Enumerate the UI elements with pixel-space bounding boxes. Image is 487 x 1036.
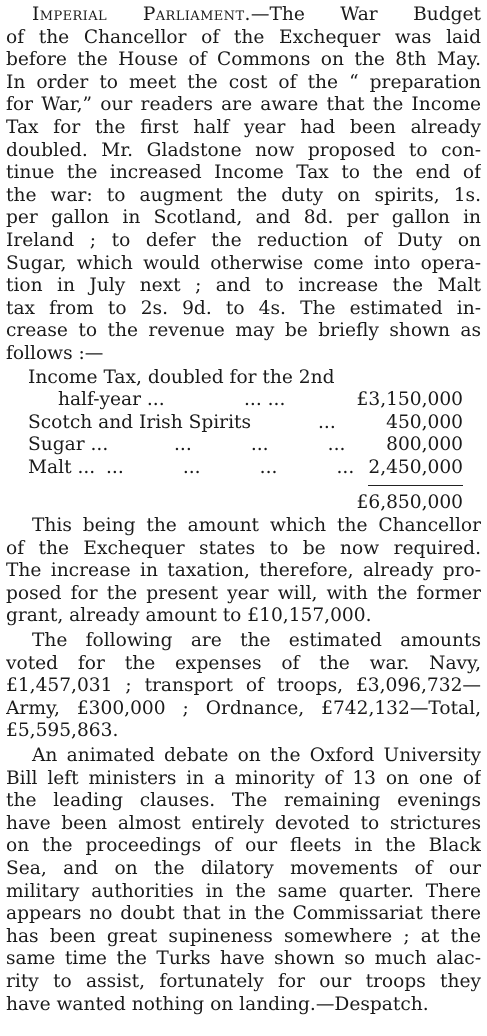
revenue-table [6, 367, 481, 516]
paragraph-line: Bill left ministers in a minority of 13 on one of [6, 767, 481, 789]
paragraph-line: The increase in taxation, therefore, already pro- [6, 560, 481, 582]
table-row-amount: £3,150,000 [356, 389, 463, 411]
table-row-leader-dots: ... ... [244, 389, 286, 411]
paragraph-line: appears no doubt that in the Commissariat there [6, 903, 481, 925]
paragraph-line: Tax for the first half year had been already [6, 116, 481, 138]
paragraph-line: has been great supineness somewhere ; at the [6, 925, 481, 947]
paragraph-line: the war: to augment the duty on spirits, 1s. [6, 184, 481, 206]
paragraph-line: of the Chancellor of the Exchequer was laid [6, 26, 481, 48]
paragraph-oxford-debate [6, 745, 481, 1016]
paragraph-line: Ireland ; to defer the reduction of Duty on [6, 229, 481, 251]
paragraph-line: In order to meet the cost of the “ preparation [6, 71, 481, 93]
paragraph-line: grant, already amount to £10,157,000. [6, 605, 372, 627]
table-row [6, 367, 481, 390]
table-row [6, 412, 481, 435]
table-row [6, 389, 481, 412]
table-total-row [6, 492, 481, 515]
table-row-amount: 450,000 [386, 411, 463, 433]
table-row-label: Scotch and Irish Spirits [28, 411, 252, 433]
table-row-label: Income Tax, doubled for the 2nd [28, 366, 335, 388]
table-row [6, 457, 481, 480]
paragraph-war-budget [6, 4, 481, 366]
paragraph-line: on the proceedings of our fleets in the Black [6, 835, 481, 857]
total-rule [368, 485, 463, 486]
paragraph-line: Sea, and on the dilatory movements of our [6, 857, 481, 879]
paragraph-line: military authorities in the same quarter. There [6, 880, 481, 902]
table-row-label: Sugar ... [28, 434, 109, 456]
table-row-leader-dots: ... ... ... ... [106, 456, 355, 478]
paragraph-line: tion in July next ; and to increase the Malt [6, 275, 481, 297]
paragraph-line: The following are the estimated amounts [32, 630, 481, 652]
paragraph-line: £1,457,031 ; transport of troops, £3,096,732— [6, 675, 481, 697]
table-row-leader-dots: ... ... ... [174, 434, 346, 456]
paragraph-line: have wanted nothing on landing.—Despatch. [6, 993, 429, 1015]
paragraph-line: doubled. Mr. Gladstone now proposed to con- [6, 139, 481, 161]
paragraph-line: £5,595,863. [6, 720, 119, 742]
table-row-label: Malt ... [28, 456, 96, 478]
paragraph-line: This being the amount which the Chancellor [32, 515, 481, 537]
paragraph-line: posed for the present year will, with the former [6, 582, 481, 604]
paragraph-line: of the Exchequer states to be now required. [6, 537, 481, 559]
paragraph-line: tax from to 2s. 9d. to 4s. The estimated in- [6, 297, 481, 319]
paragraph-line: voted for the expenses of the war. Navy, [6, 652, 481, 674]
paragraph-line: for War,” our readers are aware that the Income [6, 94, 481, 116]
table-row-leader-dots: ... [318, 411, 336, 433]
paragraph-line: before the House of Commons on the 8th May. [6, 49, 481, 71]
paragraph-war-expenses [6, 630, 481, 743]
paragraph-line: per gallon in Scotland, and 8d. per gallon in [6, 207, 481, 229]
table-row [6, 434, 481, 457]
article-heading: Imperial Parliament. [32, 4, 251, 25]
paragraph-line: tinue the increased Income Tax to the end of [6, 162, 481, 184]
paragraph-increase [6, 515, 481, 628]
paragraph-line: same time the Turks have shown so much alac- [6, 948, 481, 970]
paragraph-line: —The War Budget [250, 4, 481, 25]
paragraph-line: the leading clauses. The remaining evenings [6, 790, 481, 812]
paragraph-line: crease to the revenue may be briefly shown as [6, 320, 481, 342]
table-row-amount: 2,450,000 [368, 456, 463, 478]
paragraph-line: follows :— [6, 342, 104, 364]
paragraph-line: Army, £300,000 ; Ordnance, £742,132—Total, [6, 697, 481, 719]
table-row-label: half-year ... [58, 389, 165, 411]
paragraph-line: An animated debate on the Oxford University [32, 745, 481, 766]
table-row-amount: 800,000 [386, 434, 463, 456]
paragraph-line: have been almost entirely devoted to strictures [6, 812, 481, 834]
paragraph-line: rity to assist, fortunately for our troops they [6, 970, 481, 992]
article-first-line [6, 4, 481, 27]
paragraph-line: Sugar, which would otherwise come into opera- [6, 252, 481, 274]
table-total-amount: £6,850,000 [356, 492, 463, 514]
